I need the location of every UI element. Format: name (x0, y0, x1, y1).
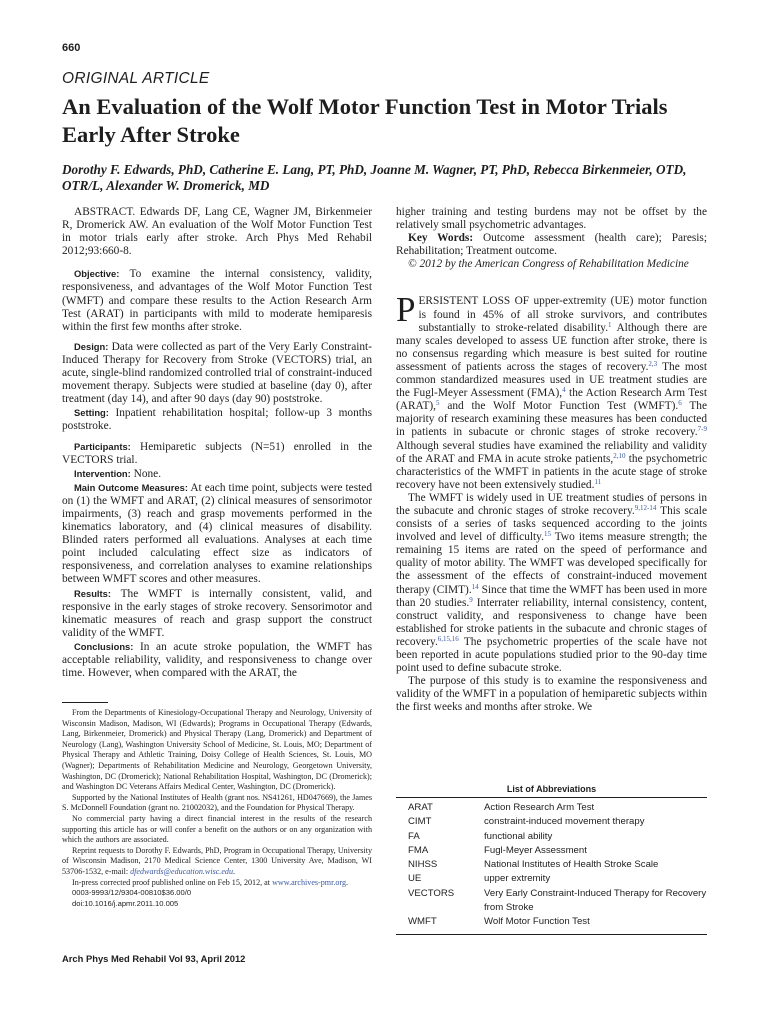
footnote-inpress: In-press corrected proof published online on Feb 15, 2012, at www.archives-pmr.org. (72, 877, 349, 887)
abbreviation-definition: functional ability (484, 830, 553, 842)
results-heading: Results: (74, 587, 111, 599)
keywords (396, 232, 707, 258)
conclusions-heading: Conclusions: (74, 640, 134, 652)
citation-ref[interactable]: 2,3 (648, 359, 658, 368)
intervention-heading: Intervention: (74, 467, 131, 479)
copyright-notice: © 2012 by the American Congress of Rehabilitation Medicine (408, 258, 689, 271)
abbreviation-term: FA (408, 830, 420, 842)
abstract-setting (62, 406, 372, 433)
abbreviation-row (396, 801, 707, 815)
abbreviations-table (396, 801, 707, 930)
abbreviations-title: List of Abbreviations (506, 784, 597, 794)
citation-ref[interactable]: 6 (678, 399, 682, 408)
abstract-participants (62, 440, 372, 467)
abbreviation-definition: Fugl-Meyer Assessment (484, 844, 587, 856)
design-text: Data were collected as part of the Very Early Constraint-Induced Therapy for Recovery from Stroke (VECTORS) trial, an acute, single-blind randomized controlled trial of constraint-induced movement therapy. Subjects were studied at baseline (day 0), after treatment (day 14), and after 90 days (day 90) poststroke. (62, 340, 372, 406)
abbreviation-definition: Very Early Constraint-Induced Therapy for Recovery from Stroke (484, 887, 707, 914)
design-heading: Design: (74, 340, 109, 352)
keywords-heading: Key Words: (408, 232, 474, 245)
citation-ref[interactable]: 6,15,16 (437, 634, 459, 643)
abbreviation-row (396, 887, 707, 916)
abbreviation-term: CIMT (408, 816, 432, 828)
footnotes (62, 708, 372, 909)
citation-ref[interactable]: 14 (471, 582, 479, 591)
article-title: An Evaluation of the Wolf Motor Function Test in Motor Trials Early After Stroke (62, 94, 668, 147)
author-email-link[interactable]: dfedwards@education.wisc.edu (130, 866, 234, 876)
footnote-conflict: No commercial party having a direct financial interest in the results of the research supporting this article has or will confer a benefit on the authors or on any organization with which the authors are associated. (62, 813, 372, 845)
conclusions-text: In an acute stroke population, the WMFT has acceptable reliability, validity, and responsiveness to change over time. However, when compared with the ARAT, the (62, 640, 372, 680)
abbreviation-row (396, 815, 707, 829)
drop-cap: P (396, 290, 416, 330)
abbreviation-definition: Action Research Arm Test (484, 802, 595, 813)
abbreviation-definition: National Institutes of Health Stroke Scale (484, 859, 659, 871)
setting-text: Inpatient rehabilitation hospital; follow-up 3 months poststroke. (62, 407, 372, 433)
citation-ref[interactable]: 4 (562, 386, 566, 395)
outcome-heading: Main Outcome Measures: (74, 481, 188, 493)
objective-text: To examine the internal consistency, validity, responsiveness, and advantages of the Wolf Motor Function Test (WMFT) and compare these results to the Action Research Arm Test (ARAT) in participants with mild to moderate hemiparesis within the first few months after stroke. (62, 268, 372, 333)
author-list: Dorothy F. Edwards, PhD, Catherine E. Lang, PT, PhD, Joanne M. Wagner, PT, PhD, Rebecca Birkenmeier, OTD, OTR/L, Alexander W. Dromerick, MD (62, 162, 687, 193)
abbreviation-row (396, 844, 707, 858)
abbreviations-bottom-rule (396, 934, 707, 935)
abstract-conclusions-continued: higher training and testing burdens may not be offset by the relatively small psychometric advantages. (396, 206, 707, 232)
results-text: The WMFT is internally consistent, valid, and responsive in the early stages of stroke recovery. Sensorimotor and kinematic measures of reach and grasp support the construct validity of the WMFT. (62, 587, 372, 639)
body-paragraph-2: The WMFT is widely used in UE treatment studies of persons in the subacute and chronic stages of stroke recovery.$^{9,12-14}$ This scale consists of a series of tasks sequenced according to the joints involved and level of difficulty.$^{15}$ Two items measure strength; the remaining 15 items are rated on the speed of performance and quality of motor ability. The WMFT was developed specifically for the assessment of the effects of constraint-induced movement therapy (CIMT).$^{14}$ Since that time the WMFT has been used in more than 20 studies.$^9$ Interrater reliability, internal consistency, content, construct validity, and responsiveness to change have been established for stroke patients in the subacute and chronic stages of recovery.$^{6,15,16}$ The psychometric properties of the scale have not been reported in acute populations studied prior to the 90-day time point used to define subacute stroke. (396, 491, 707, 675)
abbreviation-row (396, 858, 707, 872)
abbreviation-row (396, 830, 707, 844)
abbreviation-definition: Wolf Motor Function Test (484, 916, 590, 928)
abbreviation-row (396, 872, 707, 886)
abstract-column (62, 206, 372, 680)
abbreviation-term: UE (408, 873, 422, 885)
setting-heading: Setting: (74, 407, 109, 419)
abbreviations-box (396, 781, 707, 935)
abbreviation-term: NIHSS (408, 859, 438, 871)
body-paragraph-1: PERSISTENT LOSS OF upper-extremity (UE) motor function is found in 45% of all stroke survivors, and contributes substantially to stroke-related disability.$^1$ Although there are many scales developed to assess UE function after stroke, there is no consensus regarding which measure is best suited for routine assessment of patients across the stages of recovery.$^{2,3}$ The most common standardized measures used in UE treatment studies are the Fugl-Meyer Assessment (FMA),$^4$ the Action Research Arm Test (ARAT),$^5$ and the Wolf Motor Function Test (WMFT).$^6$ The majority of research examining these measures has been conducted in patients in subacute or chronic stages of stroke recovery.$^{7-9}$ Although several studies have examined the reliability and validity of the ARAT and FMA in acute stroke patients,$^{2,10}$ the psychometric characteristics of the WMFT in patients in the acute stage of stroke recovery have not been extensively studied.$^{11}$ (396, 290, 707, 491)
body-column (396, 206, 707, 714)
abstract-objective (62, 267, 372, 333)
abbreviation-row (396, 915, 707, 929)
keywords-text: Outcome assessment (health care); Paresis; Rehabilitation; Treatment outcome. (396, 232, 707, 258)
journal-footer: Arch Phys Med Rehabil Vol 93, April 2012 (62, 953, 246, 964)
abstract-citation: ABSTRACT. Edwards DF, Lang CE, Wagner JM, Birkenmeier R, Dromerick AW. An evaluation of the Wolf Motor Function Test in motor trials early after stroke. Arch Phys Med Rehabil 2012;93:660-8. (62, 206, 372, 258)
footnote-issn: 0003-9993/12/9304-00810$36.00/0 (72, 888, 192, 898)
abstract-outcome-measures (62, 481, 372, 587)
abstract-design (62, 340, 372, 406)
abbreviations-top-rule (396, 797, 707, 798)
abbreviation-term: ARAT (408, 802, 433, 813)
citation-ref[interactable]: 9 (469, 595, 473, 604)
footnote-rule (62, 702, 108, 703)
abstract-conclusions (62, 640, 372, 680)
abbreviation-definition: upper extremity (484, 873, 551, 885)
abbreviation-term: VECTORS (408, 887, 455, 899)
citation-ref[interactable]: 7-9 (697, 425, 707, 434)
abstract-intervention (62, 467, 372, 481)
intervention-text: None. (133, 467, 162, 480)
footnote-doi: doi:10.1016/j.apmr.2011.10.005 (72, 898, 179, 908)
abstract-results (62, 587, 372, 640)
citation-ref[interactable]: 9,12-14 (634, 503, 657, 512)
abbreviation-term: FMA (408, 844, 429, 856)
body-paragraph-3: The purpose of this study is to examine the responsiveness and validity of the WMFT in a population of hemiparetic subjects within the first weeks and months after stroke. We (396, 675, 707, 714)
citation-ref[interactable]: 5 (436, 399, 440, 408)
section-label: ORIGINAL ARTICLE (62, 70, 210, 87)
abbreviation-term: WMFT (408, 916, 437, 928)
citation-ref[interactable]: 15 (543, 530, 551, 539)
footnote-reprint: Reprint requests to Dorothy F. Edwards, PhD, Program in Occupational Therapy, University of Wisconsin Madison, 2170 Medical Science Center, 1300 University Ave, Madison, WI 53706-1532, e-mail: dfedwards@education.wisc.edu. (62, 845, 372, 876)
participants-text: Hemiparetic subjects (N=51) enrolled in the VECTORS trial. (62, 440, 372, 466)
outcome-text: At each time point, subjects were tested on (1) the WMFT and ARAT, (2) clinical measures of sensorimotor impairments, (3) reach and grasp movements performed in the kinematics laboratory, and (4) clinical measures of disability. Blinded raters performed all evaluations. Analyses at each time point included calculating effect size as indicators of responsiveness, and correlation analyses to examine relationships between WMFT scores and other measures. (62, 481, 372, 586)
footnote-affiliations: From the Departments of Kinesiology-Occupational Therapy and Neurology, University of Wisconsin Madison, Madison, WI (Edwards); Programs in Occupational Therapy (Edwards, Lang, Birkenmeier, Dromerick) and Physical Therapy (Lang, Dromerick) and Department of Neurology (Lang), Washington University School of Medicine, St. Louis, MO; Department of Physical Therapy and Athletic Training, Doisy College of Health Sciences, St. Louis, MO (Wagner); Departments of Rehabilitation Medicine and Neurology, Georgetown University, Washington, DC (Dromerick); National Rehabilitation Hospital, Washington, DC (Dromerick); and Washington DC Veterans Affairs Medical Center, Washington, DC (Dromerick). (62, 708, 372, 792)
citation-ref[interactable]: 2,10 (613, 451, 626, 460)
abbreviation-definition: constraint-induced movement therapy (484, 816, 645, 828)
page-number: 660 (62, 42, 81, 54)
participants-heading: Participants: (74, 440, 131, 452)
footnote-support: Supported by the National Institutes of Health (grant nos. NS41261, HD047669), the James S. McDonnell Foundation (grant no. 21002032), and the Foundation for Physical Therapy. (62, 792, 372, 813)
objective-heading: Objective: (74, 268, 120, 280)
journal-url-link[interactable]: www.archives-pmr.org (272, 877, 347, 887)
citation-ref[interactable]: 11 (594, 477, 602, 486)
citation-ref[interactable]: 1 (608, 320, 612, 329)
